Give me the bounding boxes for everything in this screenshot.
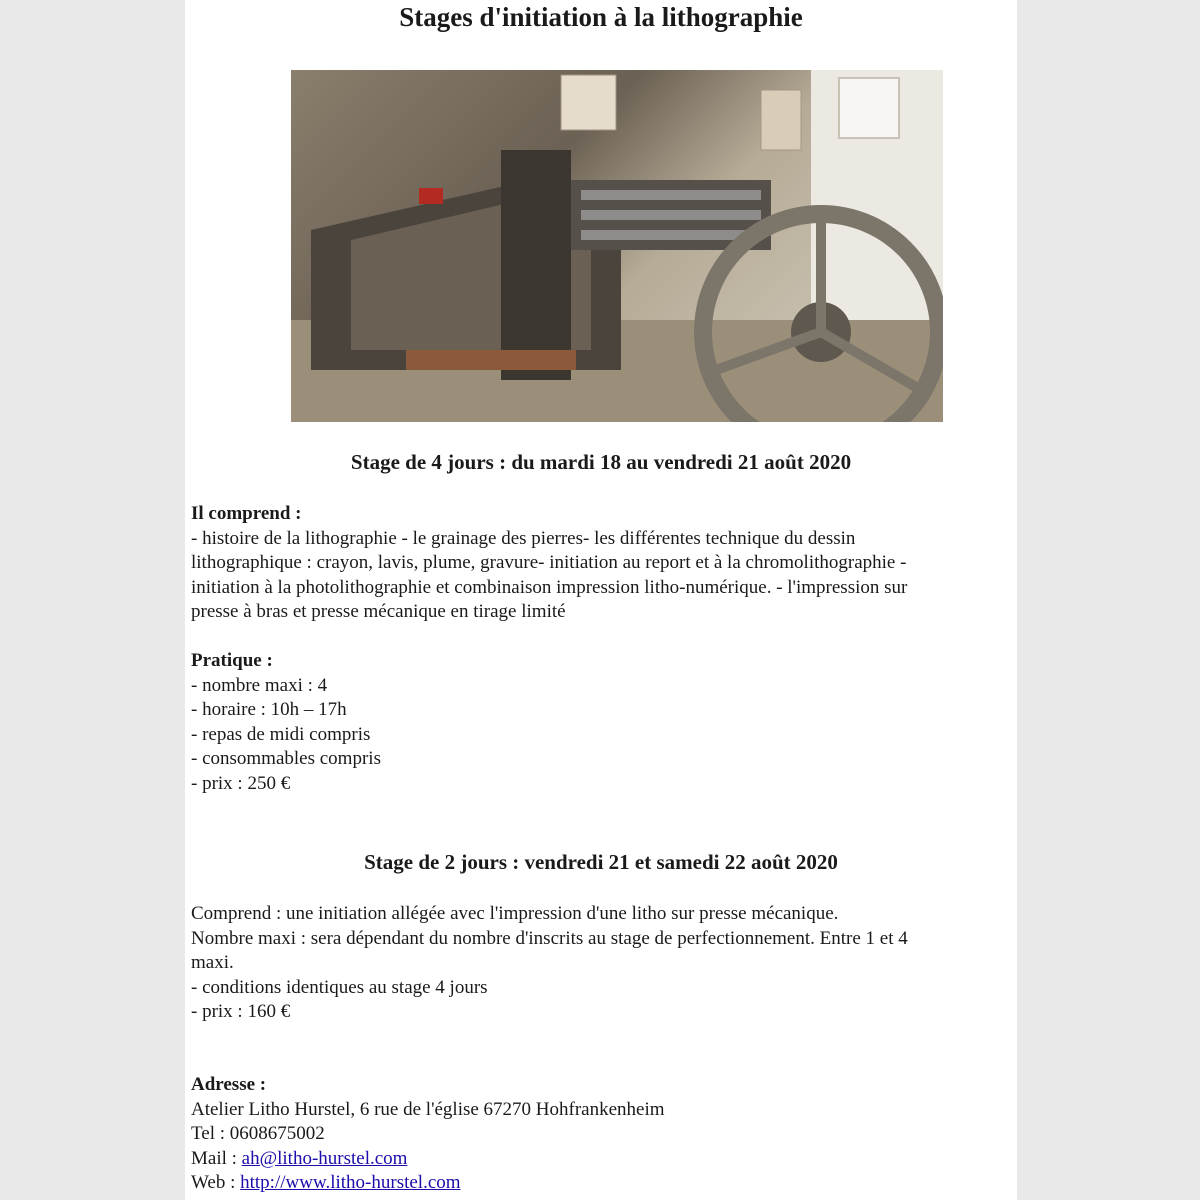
adresse-label: Adresse : — [191, 1074, 267, 1095]
pratique-line: - consommables compris — [191, 748, 381, 769]
pratique-line: - prix : 250 € — [191, 772, 291, 794]
comprend-label: Il comprend : — [191, 503, 302, 524]
web-label: Web : — [191, 1172, 241, 1193]
mail-row — [191, 1147, 1006, 1172]
pratique-line: - horaire : 10h – 17h — [191, 699, 347, 720]
stage2-line: Comprend : une initiation allégée avec l'impression d'une litho sur presse mécanique. — [191, 903, 839, 924]
stage-2-days-heading: Stage de 2 jours : vendredi 21 et samedi 22 août 2020 — [364, 850, 838, 874]
web-link[interactable]: http://www.litho-hurstel.com — [240, 1172, 461, 1193]
stage2-line: - prix : 160 € — [191, 1001, 291, 1022]
mail-label: Mail : — [191, 1147, 242, 1169]
pratique-label: Pratique : — [191, 650, 273, 671]
stage-4-pratique — [191, 649, 1006, 796]
web-row — [191, 1171, 1006, 1196]
comprend-line: - histoire de la lithographie - le grainage des pierres- les différentes technique du dessin — [191, 527, 856, 549]
pratique-line: - repas de midi compris — [191, 723, 371, 745]
page-title: Stages d'initiation à la lithographie — [399, 2, 803, 32]
stage-4-description — [191, 502, 1006, 625]
mail-link[interactable]: ah@litho-hurstel.com — [241, 1147, 408, 1169]
address-text: Atelier Litho Hurstel, 6 rue de l'église 67270 Hohfrankenheim — [191, 1098, 665, 1120]
stage2-line: maxi. — [191, 952, 234, 973]
adresse-block — [191, 1073, 1006, 1196]
comprend-line: lithographique : crayon, lavis, plume, gravure- initiation au report et à la chromolithographie - — [191, 552, 907, 573]
stage2-line: Nombre maxi : sera dépendant du nombre d'inscrits au stage de perfectionnement. Entre 1 et 4 — [191, 927, 908, 949]
document-page — [185, 0, 1017, 1200]
stage2-line: - conditions identiques au stage 4 jours — [191, 976, 488, 998]
comprend-line: presse à bras et presse mécanique en tirage limité — [191, 601, 566, 622]
comprend-line: initiation à la photolithographie et combinaison impression litho-numérique. - l'impression sur — [191, 576, 908, 598]
pratique-line: - nombre maxi : 4 — [191, 674, 328, 696]
stage-4-days-heading: Stage de 4 jours : du mardi 18 au vendredi 21 août 2020 — [350, 450, 852, 474]
lithography-press-photo — [291, 70, 943, 422]
tel-text: Tel : 0608675002 — [191, 1123, 325, 1144]
stage-2-description — [191, 902, 1006, 1025]
